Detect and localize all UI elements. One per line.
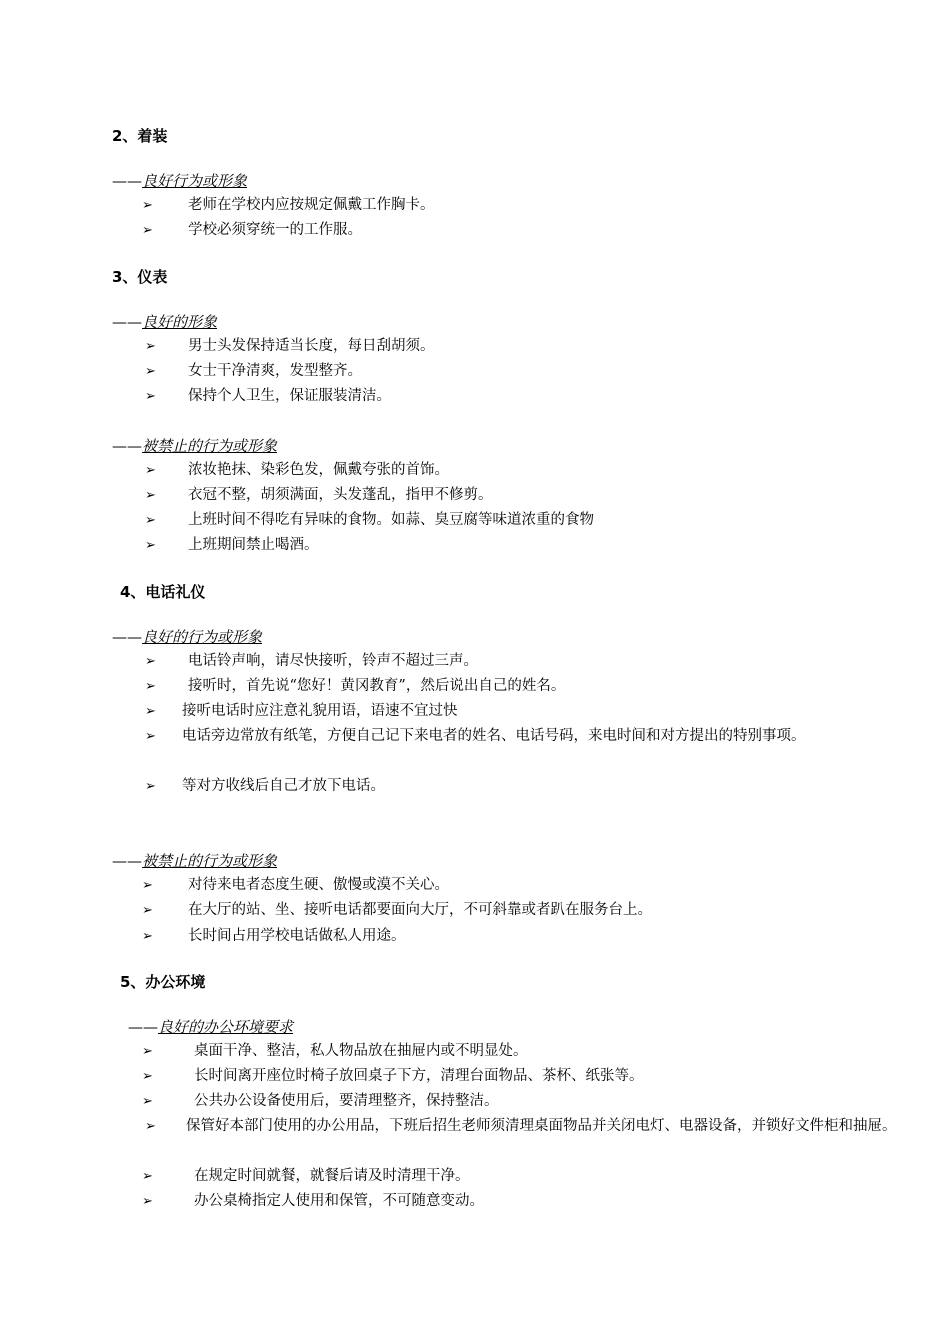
arrow-bullet-icon: ➢ — [145, 1119, 156, 1134]
arrow-bullet-icon: ➢ — [142, 929, 153, 944]
subsection-label — [112, 312, 217, 332]
arrow-bullet-icon: ➢ — [145, 779, 156, 794]
subsection-dash: —— — [112, 313, 142, 331]
list-item-text: 对待来电者态度生硬、傲慢或漠不关心。 — [188, 877, 449, 893]
arrow-bullet-icon: ➢ — [145, 679, 156, 694]
list-item-text: 浓妆艳抹、染彩色发，佩戴夸张的首饰。 — [188, 462, 449, 478]
subsection-label — [112, 851, 277, 871]
list-item-text: 长时间占用学校电话做私人用途。 — [188, 928, 406, 944]
list-item-text: 上班期间禁止喝酒。 — [188, 537, 319, 553]
list-item-text: 等对方收线后自己才放下电话。 — [182, 778, 385, 794]
arrow-bullet-icon: ➢ — [145, 729, 156, 744]
subsection-title: 良好的行为或形象 — [142, 628, 263, 646]
list-item-text: 保管好本部门使用的办公用品，下班后招生老师须清理桌面物品并关闭电灯、电器设备，并锁好文件柜和抽屉。 — [186, 1118, 897, 1134]
list-item-text: 接听时，首先说“您好！黄冈教育”，然后说出自己的姓名。 — [188, 678, 566, 694]
arrow-bullet-icon: ➢ — [142, 903, 153, 918]
arrow-bullet-icon: ➢ — [142, 1094, 153, 1109]
arrow-bullet-icon: ➢ — [142, 1194, 153, 1209]
list-item-text: 在规定时间就餐，就餐后请及时清理干净。 — [194, 1168, 470, 1184]
subsection-label — [112, 627, 262, 647]
list-item-text: 电话铃声响，请尽快接听，铃声不超过三声。 — [188, 653, 478, 669]
section-heading: 2、着装 — [112, 127, 168, 145]
subsection-dash: —— — [112, 852, 142, 870]
arrow-bullet-icon: ➢ — [145, 364, 156, 379]
list-item-text: 女士干净清爽，发型整齐。 — [188, 363, 362, 379]
arrow-bullet-icon: ➢ — [145, 463, 156, 478]
arrow-bullet-icon: ➢ — [142, 198, 153, 213]
subsection-dash: —— — [128, 1018, 158, 1036]
arrow-bullet-icon: ➢ — [145, 538, 156, 553]
subsection-title: 良好的办公环境要求 — [158, 1018, 294, 1036]
arrow-bullet-icon: ➢ — [145, 654, 156, 669]
list-item-text: 长时间离开座位时椅子放回桌子下方，清理台面物品、茶杯、纸张等。 — [194, 1068, 644, 1084]
list-item-text: 电话旁边常放有纸笔，方便自己记下来电者的姓名、电话号码，来电时间和对方提出的特别事项。 — [182, 728, 806, 744]
list-item-text: 接听电话时应注意礼貌用语，语速不宜过快 — [182, 703, 458, 719]
section-heading: 4、电话礼仪 — [120, 583, 206, 601]
list-item-text: 老师在学校内应按规定佩戴工作胸卡。 — [188, 197, 435, 213]
subsection-dash: —— — [112, 628, 142, 646]
list-item-text: 办公桌椅指定人使用和保管，不可随意变动。 — [194, 1193, 484, 1209]
arrow-bullet-icon: ➢ — [145, 339, 156, 354]
section-heading: 3、仪表 — [112, 268, 168, 286]
subsection-title: 被禁止的行为或形象 — [142, 437, 278, 455]
arrow-bullet-icon: ➢ — [145, 513, 156, 528]
arrow-bullet-icon: ➢ — [145, 704, 156, 719]
arrow-bullet-icon: ➢ — [142, 223, 153, 238]
list-item-text: 学校必须穿统一的工作服。 — [188, 222, 362, 238]
subsection-dash: —— — [112, 437, 142, 455]
list-item-text: 在大厅的站、坐、接听电话都要面向大厅，不可斜靠或者趴在服务台上。 — [188, 902, 652, 918]
list-item-text: 桌面干净、整洁，私人物品放在抽屉内或不明显处。 — [194, 1043, 528, 1059]
arrow-bullet-icon: ➢ — [145, 389, 156, 404]
subsection-label — [128, 1017, 293, 1037]
subsection-label — [112, 436, 277, 456]
arrow-bullet-icon: ➢ — [142, 1069, 153, 1084]
arrow-bullet-icon: ➢ — [142, 1044, 153, 1059]
subsection-label — [112, 171, 247, 191]
list-item-text: 衣冠不整，胡须满面，头发蓬乱，指甲不修剪。 — [188, 487, 493, 503]
list-item-text: 男士头发保持适当长度，每日刮胡须。 — [188, 338, 435, 354]
arrow-bullet-icon: ➢ — [145, 488, 156, 503]
subsection-title: 良好行为或形象 — [142, 172, 248, 190]
section-heading: 5、办公环境 — [120, 973, 206, 991]
list-item-text: 上班时间不得吃有异味的食物。如蒜、臭豆腐等味道浓重的食物 — [188, 512, 594, 528]
subsection-dash: —— — [112, 172, 142, 190]
list-item-text: 保持个人卫生，保证服装清洁。 — [188, 388, 391, 404]
subsection-title: 被禁止的行为或形象 — [142, 852, 278, 870]
list-item-text: 公共办公设备使用后，要清理整齐，保持整洁。 — [194, 1093, 499, 1109]
subsection-title: 良好的形象 — [142, 313, 218, 331]
arrow-bullet-icon: ➢ — [142, 878, 153, 893]
arrow-bullet-icon: ➢ — [142, 1169, 153, 1184]
